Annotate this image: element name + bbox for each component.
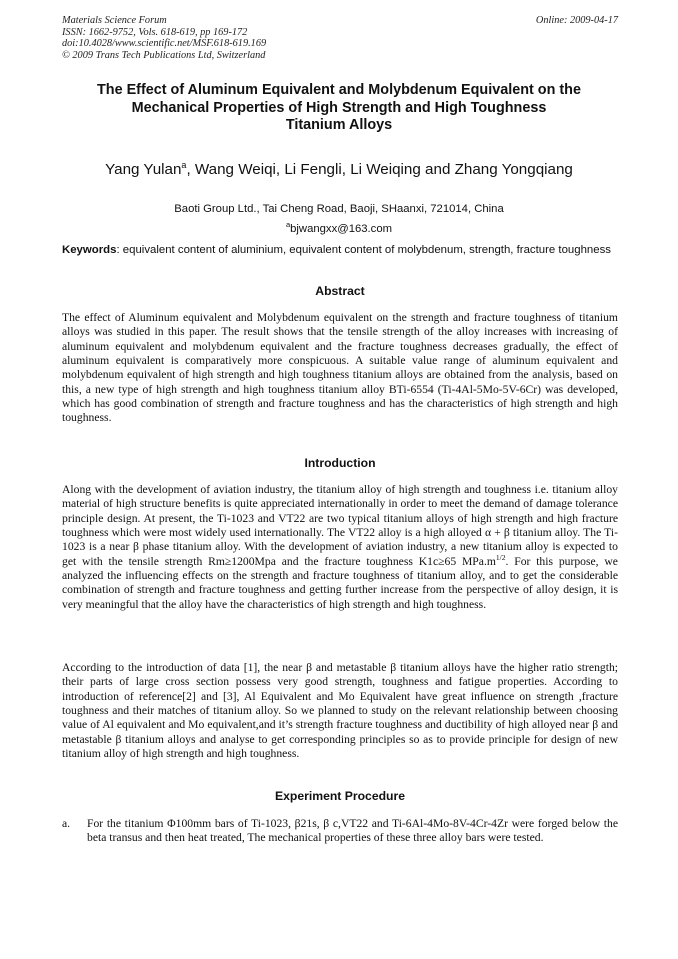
- author-email: [50, 217, 628, 237]
- keywords-label: Keywords: [62, 244, 117, 256]
- author-list: [50, 155, 628, 180]
- title-line-3: Titanium Alloys: [285, 117, 393, 133]
- intro-paragraph-1: [62, 483, 618, 612]
- affiliation: [50, 202, 628, 237]
- online-date: Online: 2009-04-17: [535, 15, 618, 26]
- author-affil-marker: a: [181, 160, 187, 170]
- title-line-1: The Effect of Aluminum Equivalent and Molybdenum Equivalent on the: [97, 82, 581, 98]
- item-a-text: For the titanium Φ100mm bars of Ti-1023, β21s, β c,VT22 and Ti-6Al-4Mo-8V-4Cr-4Zr were forged below the beta transus and then heat treated, The mechanical properties of these three alloy bars were tested.: [87, 817, 618, 845]
- copyright-line: © 2009 Trans Tech Publications Ltd, Switzerland: [62, 49, 266, 61]
- intro-p1-superscript: 1/2: [495, 552, 506, 562]
- journal-name: Materials Science Forum: [62, 15, 167, 26]
- doi-line: doi:10.4028/www.scientific.net/MSF.618-619.169: [62, 38, 267, 50]
- introduction-heading: Introduction: [304, 456, 376, 470]
- paper-title: [50, 82, 628, 135]
- keywords-text: : equivalent content of aluminium, equivalent content of molybdenum, strength, fracture toughness: [116, 244, 611, 256]
- first-author: Yang Yulan: [105, 161, 182, 179]
- affiliation-address: Baoti Group Ltd., Tai Cheng Road, Baoji, SHaanxi, 721014, China: [174, 203, 504, 215]
- other-authors: , Wang Weiqi, Li Fengli, Li Weiqing and Zhang Yongqiang: [186, 161, 573, 179]
- email-marker: a: [285, 220, 291, 229]
- email-text: bjwangxx@163.com: [290, 222, 393, 235]
- intro-p1-text-a: Along with the development of aviation industry, the titanium alloy of high strength and toughness i.e. titanium alloy material of high structure benefits is quite appreciated internationally in order to meet the demand of damage tolerance principle design. At present, the Ti-1023 and VT22 are two typical titanium alloys of high strength and high fracture toughness which were most widely used internationally. The VT22 alloy is a high alloyed α + β titanium alloy. The Ti-1023 is a near β phase titanium alloy. With the development of aviation industry, a new titanium alloy is expected to get with the tensile strength Rm≥1200Mpa and the fracture toughness K1c≥65 MPa.m: [62, 483, 618, 568]
- experiment-heading: Experiment Procedure: [274, 789, 406, 803]
- abstract-text: The effect of Aluminum equivalent and Molybdenum equivalent on the strength and fracture toughness of titanium alloys was studied in this paper. The result shows that the tensile strength of the alloy increases with increasing of aluminum equivalent and molybdenum equivalent and the fracture toughness decreases gradually, the effect of aluminum equivalent is comparatively more conspicuous. A suitable value range of aluminum equivalent and molybdenum equivalent of high strength and high toughness titanium alloys are obtained from the analysis, based on this, a new type of high strength and high toughness titanium alloy BTi-6554 (Ti-4Al-5Mo-5V-6Cr) was developed, which has good combination of strength and fracture toughness and has the characteristics of high strength and high toughness.: [62, 311, 618, 425]
- keywords: [62, 243, 618, 257]
- abstract-heading: Abstract: [315, 284, 365, 298]
- journal-header: [62, 15, 618, 61]
- intro-p1-text-b: . For this purpose, we analyzed the influencing effects on the strength and fracture toughness of titanium alloy, and to get the considerable combination of strength and fracture toughness and getting further increase from the perspective of alloy design, it is very meaningful that the alloy have the characteristics of high strength and high toughness.: [62, 554, 618, 611]
- issn-line: ISSN: 1662-9752, Vols. 618-619, pp 169-172: [62, 26, 248, 38]
- intro-paragraph-2: According to the introduction of data [1], the near β and metastable β titanium alloys have the higher ratio strength; their parts of large cross section possess very good strength, toughness and fatigue properties. According to introduction of reference[2] and [3], Al Equivalent and Mo Equivalent have great influence on strength ,fracture toughness and their matches of titanium alloy. So we planned to study on the relevant relationship between choosing value of Al equivalent and Mo equivalent,and it’s strength fracture toughness and ductibility of high alloyed near β and metastable β titanium alloys and analyse to get corresponding principles so as to provide principle for design of new titanium alloy of high strength and high toughness.: [62, 661, 618, 761]
- item-a-marker: a.: [62, 817, 71, 830]
- title-line-2: Mechanical Properties of High Strength and High Toughness: [131, 99, 547, 116]
